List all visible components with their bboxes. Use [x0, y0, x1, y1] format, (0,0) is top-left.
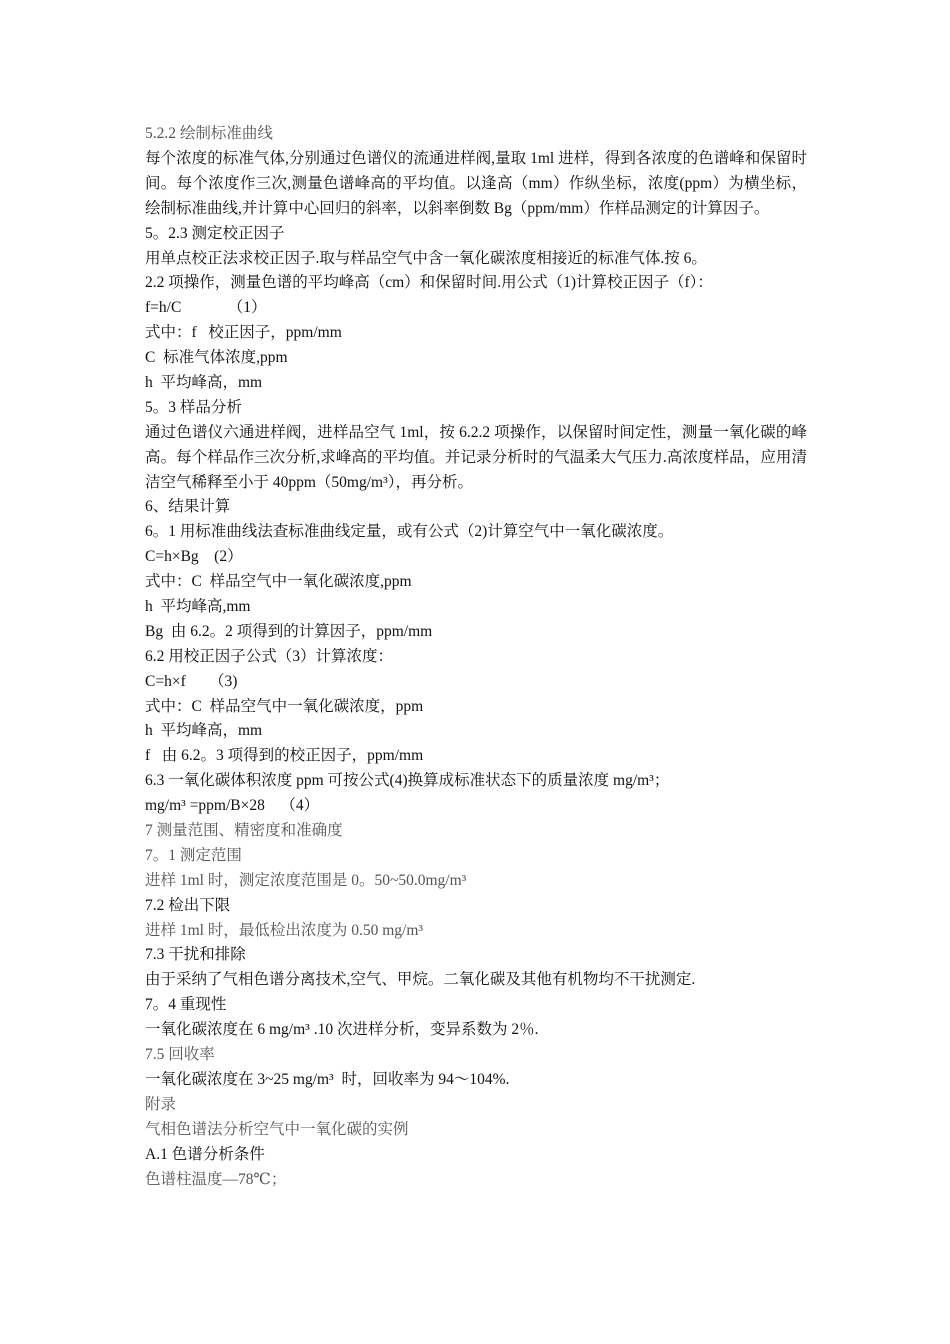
appendix-heading: 附录: [145, 1095, 177, 1113]
text-line: 进样 1ml 时，测定浓度范围是 0。50~50.0mg/m³: [145, 871, 467, 889]
text-line: 式中：C 样品空气中一氧化碳浓度,ppm: [145, 573, 412, 591]
section-heading-7-1: 7。1 测定范围: [145, 846, 242, 864]
section-heading-7-2: 7.2 检出下限: [145, 896, 231, 914]
formula-2: C=h×Bg (2）: [145, 548, 243, 566]
text-line: 用单点校正法求校正因子.取与样品空气中含一氧化碳浓度相接近的标准气体.按 6。: [145, 249, 707, 267]
section-heading-5-3: 5。3 样品分析: [145, 398, 242, 416]
paragraph-sample-analysis: 通过色谱仪六通进样阀，进样品空气 1ml，按 6.2.2 项操作，以保留时间定性，测量一氧化碳的峰高。每个样品作三次分析,求峰高的平均值。并记录分析时的气温柔大气压力.高浓度样品，应用清洁空气稀释至小于 40ppm（50mg/m³），再分析。: [145, 423, 807, 491]
text-line: 进样 1ml 时，最低检出浓度为 0.50 mg/m³: [145, 921, 424, 939]
text-line: 由于采纳了气相色谱分离技术,空气、甲烷。二氧化碳及其他有机物均不干扰测定.: [145, 971, 696, 989]
text-line: f 由 6.2。3 项得到的校正因子，ppm/mm: [145, 747, 424, 765]
section-heading-7-4: 7。4 重现性: [145, 996, 227, 1014]
formula-1: f=h/C （1）: [145, 299, 267, 317]
section-heading-6: 6、结果计算: [145, 498, 231, 516]
text-line: C 标准气体浓度,ppm: [145, 349, 288, 367]
text-line: 式中：C 样品空气中一氧化碳浓度，ppm: [145, 697, 424, 715]
text-line: 6。1 用标准曲线法查标准曲线定量，或有公式（2)计算空气中一氧化碳浓度。: [145, 523, 674, 541]
section-heading-7: 7 测量范围、精密度和准确度: [145, 822, 343, 840]
text-line: h 平均峰高，mm: [145, 722, 263, 740]
paragraph-standard-curve: 每个浓度的标准气体,分别通过色谱仪的流通进样阀,量取 1ml 进样，得到各浓度的色谱峰和保留时间。每个浓度作三次,测量色谱峰高的平均值。以逢高（mm）作纵坐标，浓度(ppm）为横坐标，绘制标准曲线,并计算中心回归的斜率，以斜率倒数 Bg（ppm/mm）作样品测定的计算因子。: [145, 149, 807, 217]
text-line: h 平均峰高，mm: [145, 373, 263, 391]
text-line: Bg 由 6.2。2 项得到的计算因子，ppm/mm: [145, 622, 433, 640]
text-line: h 平均峰高,mm: [145, 598, 251, 616]
section-heading-5-2-3: 5。2.3 测定校正因子: [145, 224, 285, 242]
appendix-title: 气相色谱法分析空气中一氧化碳的实例: [145, 1120, 409, 1138]
section-heading-5-2-2: 5.2.2 绘制标准曲线: [145, 125, 273, 142]
text-line: 一氧化碳浓度在 6 mg/m³ .10 次进样分析，变异系数为 2％.: [145, 1021, 539, 1039]
text-line: 2.2 项操作，测量色谱的平均峰高（cm）和保留时间.用公式（1)计算校正因子（f）：: [145, 274, 713, 292]
formula-4: mg/m³ =ppm/B×28 （4）: [145, 797, 320, 815]
section-heading-7-5: 7.5 回收率: [145, 1046, 215, 1064]
formula-3: C=h×f （3): [145, 672, 238, 690]
section-heading-6-2: 6.2 用校正因子公式（3）计算浓度：: [145, 647, 394, 665]
section-heading-7-3: 7.3 干扰和排除: [145, 946, 246, 964]
text-line: 式中：f 校正因子，ppm/mm: [145, 324, 342, 342]
text-line: 色谱柱温度—78℃；: [145, 1170, 287, 1188]
section-heading-6-3: 6.3 一氧化碳体积浓度 ppm 可按公式(4)换算成标准状态下的质量浓度 mg/m³；: [145, 772, 670, 790]
text-line: 一氧化碳浓度在 3~25 mg/m³ 时，回收率为 94～104%.: [145, 1070, 510, 1088]
section-heading-a-1: A.1 色谱分析条件: [145, 1145, 265, 1163]
document-page: [145, 122, 807, 1192]
